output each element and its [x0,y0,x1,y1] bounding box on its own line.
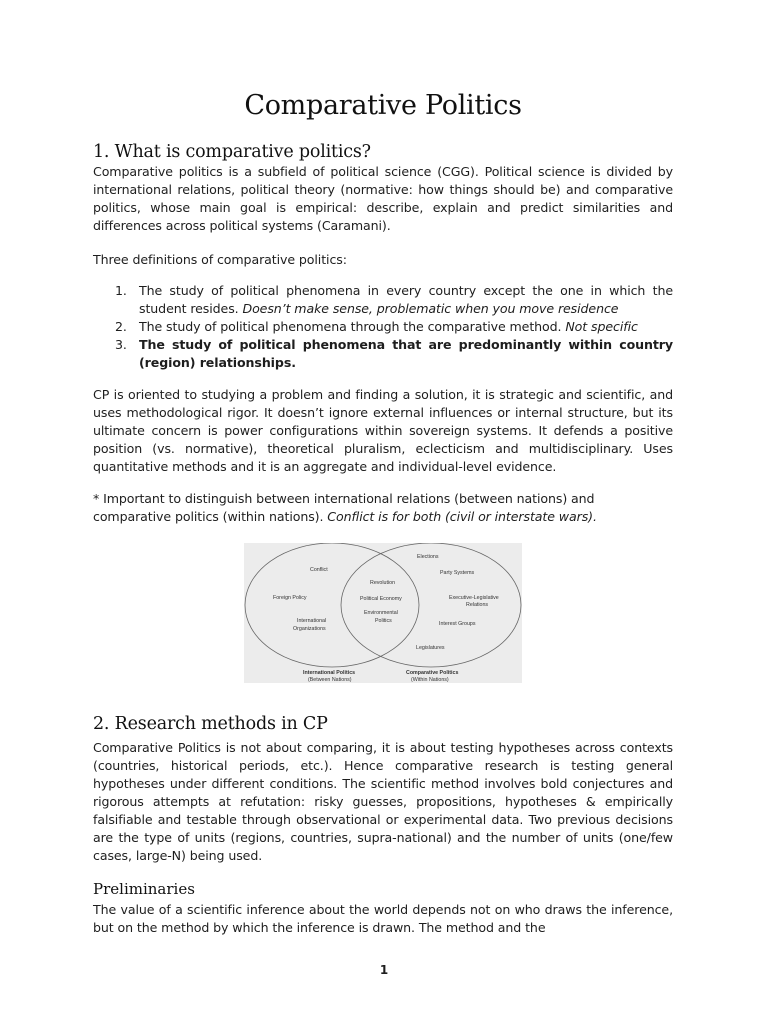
definition-number: 2. [115,319,127,334]
venn-left-caption: International Politics [303,670,356,676]
definition-text: The study of political phenomena that are predominantly within country (region) relationships. [139,337,673,370]
important-note-text: * Important to distinguish between international relations (between nations) and comparative politics (within nations). [93,491,595,524]
venn-label-conflict: Conflict [310,567,328,573]
section-2-heading: 2. Research methods in CP [93,714,328,734]
definitions-lead: Three definitions of comparative politics: [93,252,347,267]
venn-label-interest-groups: Interest Groups [439,621,476,627]
venn-label-international: International [297,618,327,624]
venn-label-foreign-policy: Foreign Policy [273,595,307,601]
definition-number: 1. [115,283,127,298]
definition-note: Doesn’t make sense, problematic when you move residence [242,301,619,316]
definition-item [93,282,673,318]
document-title: Comparative Politics [244,90,522,121]
page-number: 1 [379,963,389,977]
venn-right-caption: Comparative Politics [406,670,459,676]
venn-label-environmental: Environmental [364,610,398,616]
cp-paragraph: CP is oriented to studying a problem and finding a solution, it is strategic and scientific, and uses methodological rigor. It doesn’t ignore external influences or internal structure, but its ultimate concern is power configurations within sovereign systems. It defends a positive position (vs. normative), theoretical pluralism, eclecticism and multidisciplinary. Uses quantitative methods and it is an aggregate and individual-level evidence. [93,387,673,474]
section-1-heading: 1. What is comparative politics? [93,142,371,162]
venn-label-political-economy: Political Economy [360,596,402,602]
venn-label-relations: Relations [466,602,489,608]
definition-item [93,336,673,372]
section-1-intro: Comparative politics is a subfield of political science (CGG). Political science is divided by international relations, political theory (normative: how things should be) and comparative politics, whose main goal is empirical: describe, explain and predict similarities and differences across political systems (Caramani). [93,164,673,233]
venn-right-subcaption: (Within Nations) [411,677,449,683]
definition-item [93,318,673,336]
important-note [93,490,673,526]
venn-left-subcaption: (Between Nations) [308,677,352,683]
preliminaries-heading: Preliminaries [93,880,195,898]
venn-label-env-politics: Politics [375,618,392,624]
definition-text: The study of political phenomena in every country except the one in which the student resides. [139,283,673,316]
venn-label-revolution: Revolution [370,580,396,586]
venn-label-legislatures: Legislatures [416,645,445,651]
section-2-body: Comparative Politics is not about comparing, it is about testing hypotheses across contexts (countries, historical periods, etc.). Hence comparative research is testing general hypotheses under different conditions. The scientific method involves bold conjectures and rigorous attempts at refutation: risky guesses, propositions, hypotheses & empirically falsifiable and testable through observational or experimental data. Two previous decisions are the type of units (regions, countries, supra-national) and the number of units (one/few cases, large-N) being used. [93,740,673,863]
important-note-italic: Conflict is for both (civil or interstate wars). [327,509,597,524]
definitions-list [93,282,673,372]
definition-note: Not specific [565,319,638,334]
venn-label-elections: Elections [417,554,439,560]
definition-text: The study of political phenomena through the comparative method. [139,319,566,334]
venn-label-exec-legislative: Executive-Legislative [449,595,499,601]
venn-diagram [244,543,522,683]
preliminaries-body: The value of a scientific inference about the world depends not on who draws the inference, but on the method by which the inference is drawn. The method and the [93,902,673,935]
venn-label-party-systems: Party Systems [440,570,475,576]
venn-label-organizations: Organizations [293,626,326,632]
definition-number: 3. [115,337,127,352]
